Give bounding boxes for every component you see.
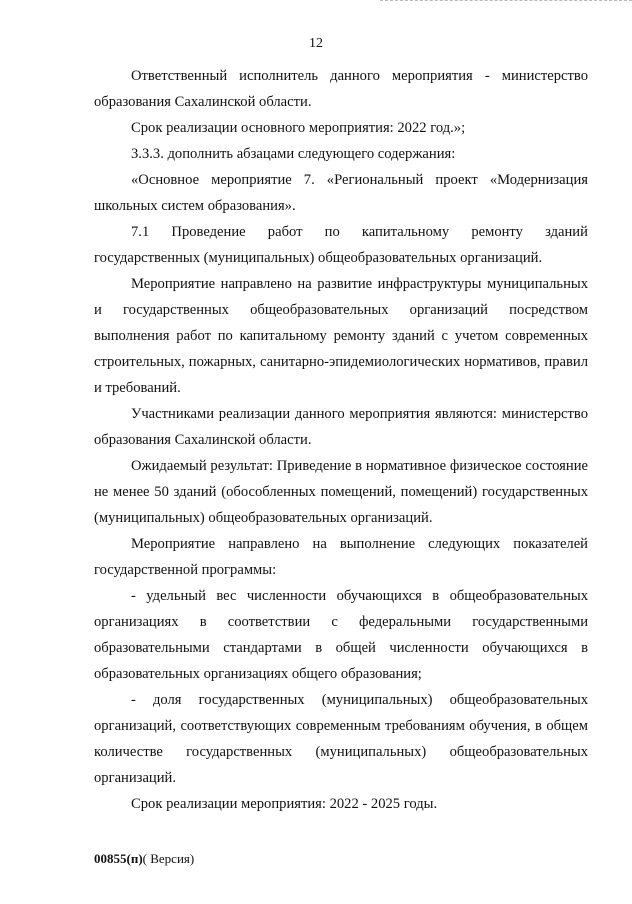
word: работ [267,224,303,240]
paragraph-participants: Участниками реализации данного мероприятия являются: министерство образования Сахалинской области. [94,406,588,448]
word: Проведение [171,224,246,240]
word: капитальному [361,224,450,240]
document-body [94,63,588,817]
document-code: 00855(п) [94,851,143,866]
document-version-label: ( Версия) [142,851,195,866]
paragraph-main-event-7: «Основное мероприятие 7. «Региональный проект «Модернизация школьных систем образования». [94,172,588,214]
word: по [324,224,340,240]
paragraph-amendment-intro: 3.3.3. дополнить абзацами следующего содержания: [131,146,456,162]
indicator-item-share-organizations: - доля государственных (муниципальных) общеобразовательных организаций, соответствующих современным требованиям обучения, в общем количестве государственных (муниципальных) общеобразовательных организаций. [94,692,588,786]
top-scan-rule [380,0,632,1]
page-number: 12 [309,36,323,51]
word: ремонту [471,224,523,240]
indicator-item-share-students: - удельный вес численности обучающихся в общеобразовательных организациях в соответствии с федеральными государственными образовательными стандартами в общей численности обучающихся в образовательных организациях общего образования; [94,588,588,682]
paragraph-main-event-term: Срок реализации основного мероприятия: 2022 год.»; [131,120,466,136]
paragraph-event-7-1 [94,219,588,271]
paragraph-responsible-executor: Ответственный исполнитель данного мероприятия - министерство образования Сахалинской области. [94,68,588,110]
event-7-1-first-line [94,219,588,245]
document-code-footer [94,851,194,867]
paragraph-event-purpose: Мероприятие направлено на развитие инфраструктуры муниципальных и государственных общеобразовательных организаций посредством выполнения работ по капитальному ремонту зданий с учетом современных строительных, пожарных, санитарно-эпидемиологических нормативов, правил и требований. [94,276,588,396]
paragraph-expected-result: Ожидаемый результат: Приведение в нормативное физическое состояние не менее 50 зданий (обособленных помещений, помещений) государственных (муниципальных) общеобразовательных организаций. [94,458,588,526]
paragraph-event-term: Срок реализации мероприятия: 2022 - 2025 годы. [131,796,438,812]
paragraph-indicators-intro: Мероприятие направлено на выполнение следующих показателей государственной программы: [94,536,588,578]
word: 7.1 [131,224,150,240]
event-7-1-second-line: государственных (муниципальных) общеобразовательных организаций. [94,250,543,266]
word: зданий [545,224,588,240]
